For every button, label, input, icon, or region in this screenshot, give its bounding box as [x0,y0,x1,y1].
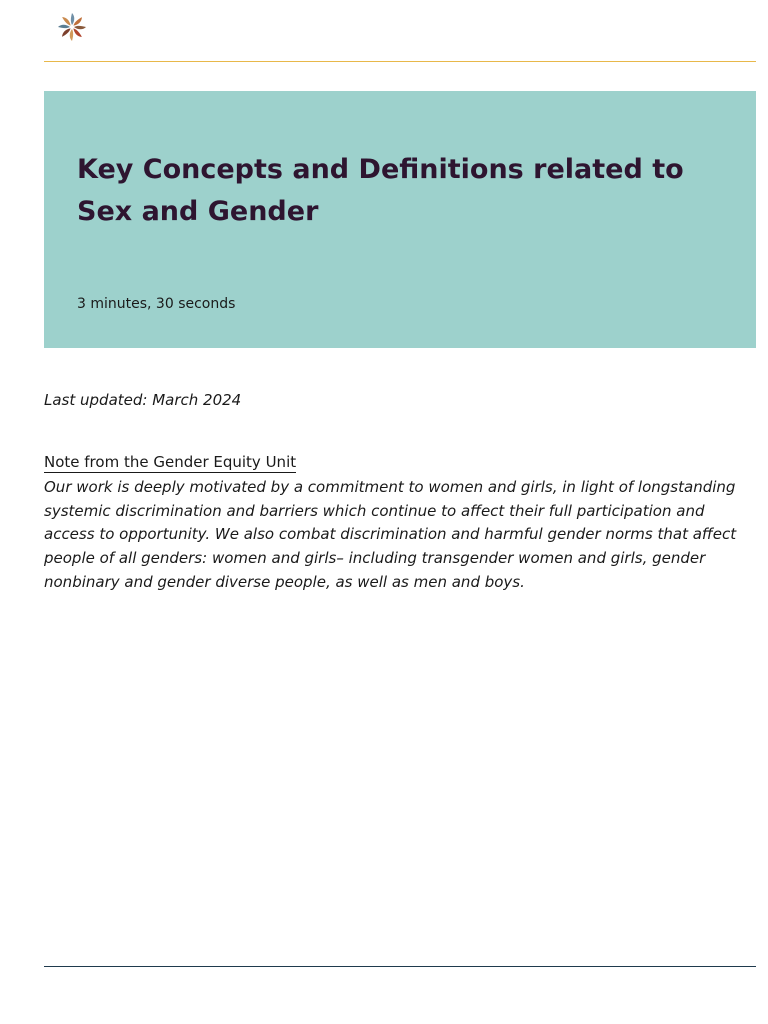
note-body: Our work is deeply motivated by a commitment to women and girls, in light of longstanding systemic discrimination and barriers which continue to affect their full participation and access to opportunity. We also combat discrimination and harmful gender norms that affect people of all genders: women and girls– including transgender women and girls, gender nonbinary and gender diverse people, as well as men and boys. [44,478,737,591]
pinwheel-logo-icon [56,11,88,43]
page-title: Key Concepts and Definitions related to Sex and Gender [77,154,684,227]
hero-banner [44,91,756,348]
header-divider [44,61,756,62]
note-heading-link[interactable]: Note from the Gender Equity Unit [44,453,297,471]
read-time: 3 minutes, 30 seconds [77,296,236,312]
last-updated-date: Last updated: March 2024 [44,391,242,409]
footer-divider [44,966,756,967]
